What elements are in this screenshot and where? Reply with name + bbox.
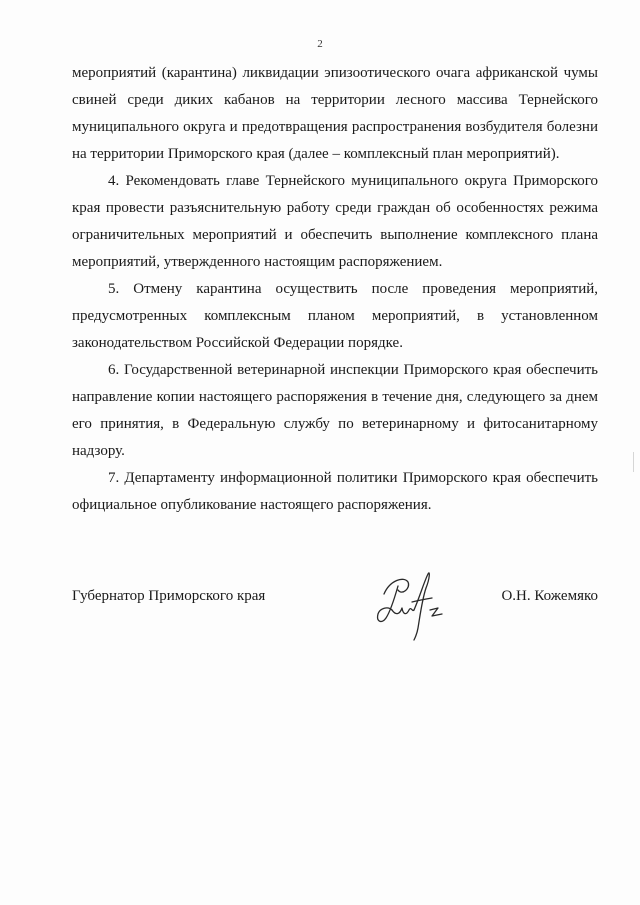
paragraph-item-6: 6. Государственной ветеринарной инспекции Приморского края обеспечить направление копии настоящего распоряжения в течение дня, следующего за днем его принятия, в Федеральную службу по ветеринарному и фитосанитарному надзору. — [72, 362, 598, 459]
signature-block — [72, 588, 598, 658]
signer-title: Губернатор Приморского края — [72, 588, 266, 604]
paragraph-item-5: 5. Отмену карантина осуществить после проведения мероприятий, предусмотренных комплексным планом мероприятий, в установленном законодательством Российской Федерации порядке. — [72, 281, 598, 351]
scan-margin-mark — [633, 452, 634, 472]
signer-name: О.Н. Кожемяко — [501, 588, 598, 604]
paragraph-continuation: мероприятий (карантина) ликвидации эпизоотического очага африканской чумы свиней среди диких кабанов на территории лесного массива Тернейского муниципального округа и предотвращения распространения возбудителя болезни на территории Приморского края (далее – комплексный план мероприятий). — [72, 65, 598, 162]
page-number: 2 — [317, 38, 323, 50]
paragraph-item-7: 7. Департаменту информационной политики Приморского края обеспечить официальное опубликование настоящего распоряжения. — [72, 470, 598, 513]
paragraph-item-4: 4. Рекомендовать главе Тернейского муниципального округа Приморского края провести разъяснительную работу среди граждан об особенностях режима ограничительных мероприятий и обеспечить выполнение комплексного плана мероприятий, утвержденного настоящим распоряжением. — [72, 173, 598, 270]
document-body — [72, 60, 598, 519]
handwritten-signature — [364, 566, 454, 646]
